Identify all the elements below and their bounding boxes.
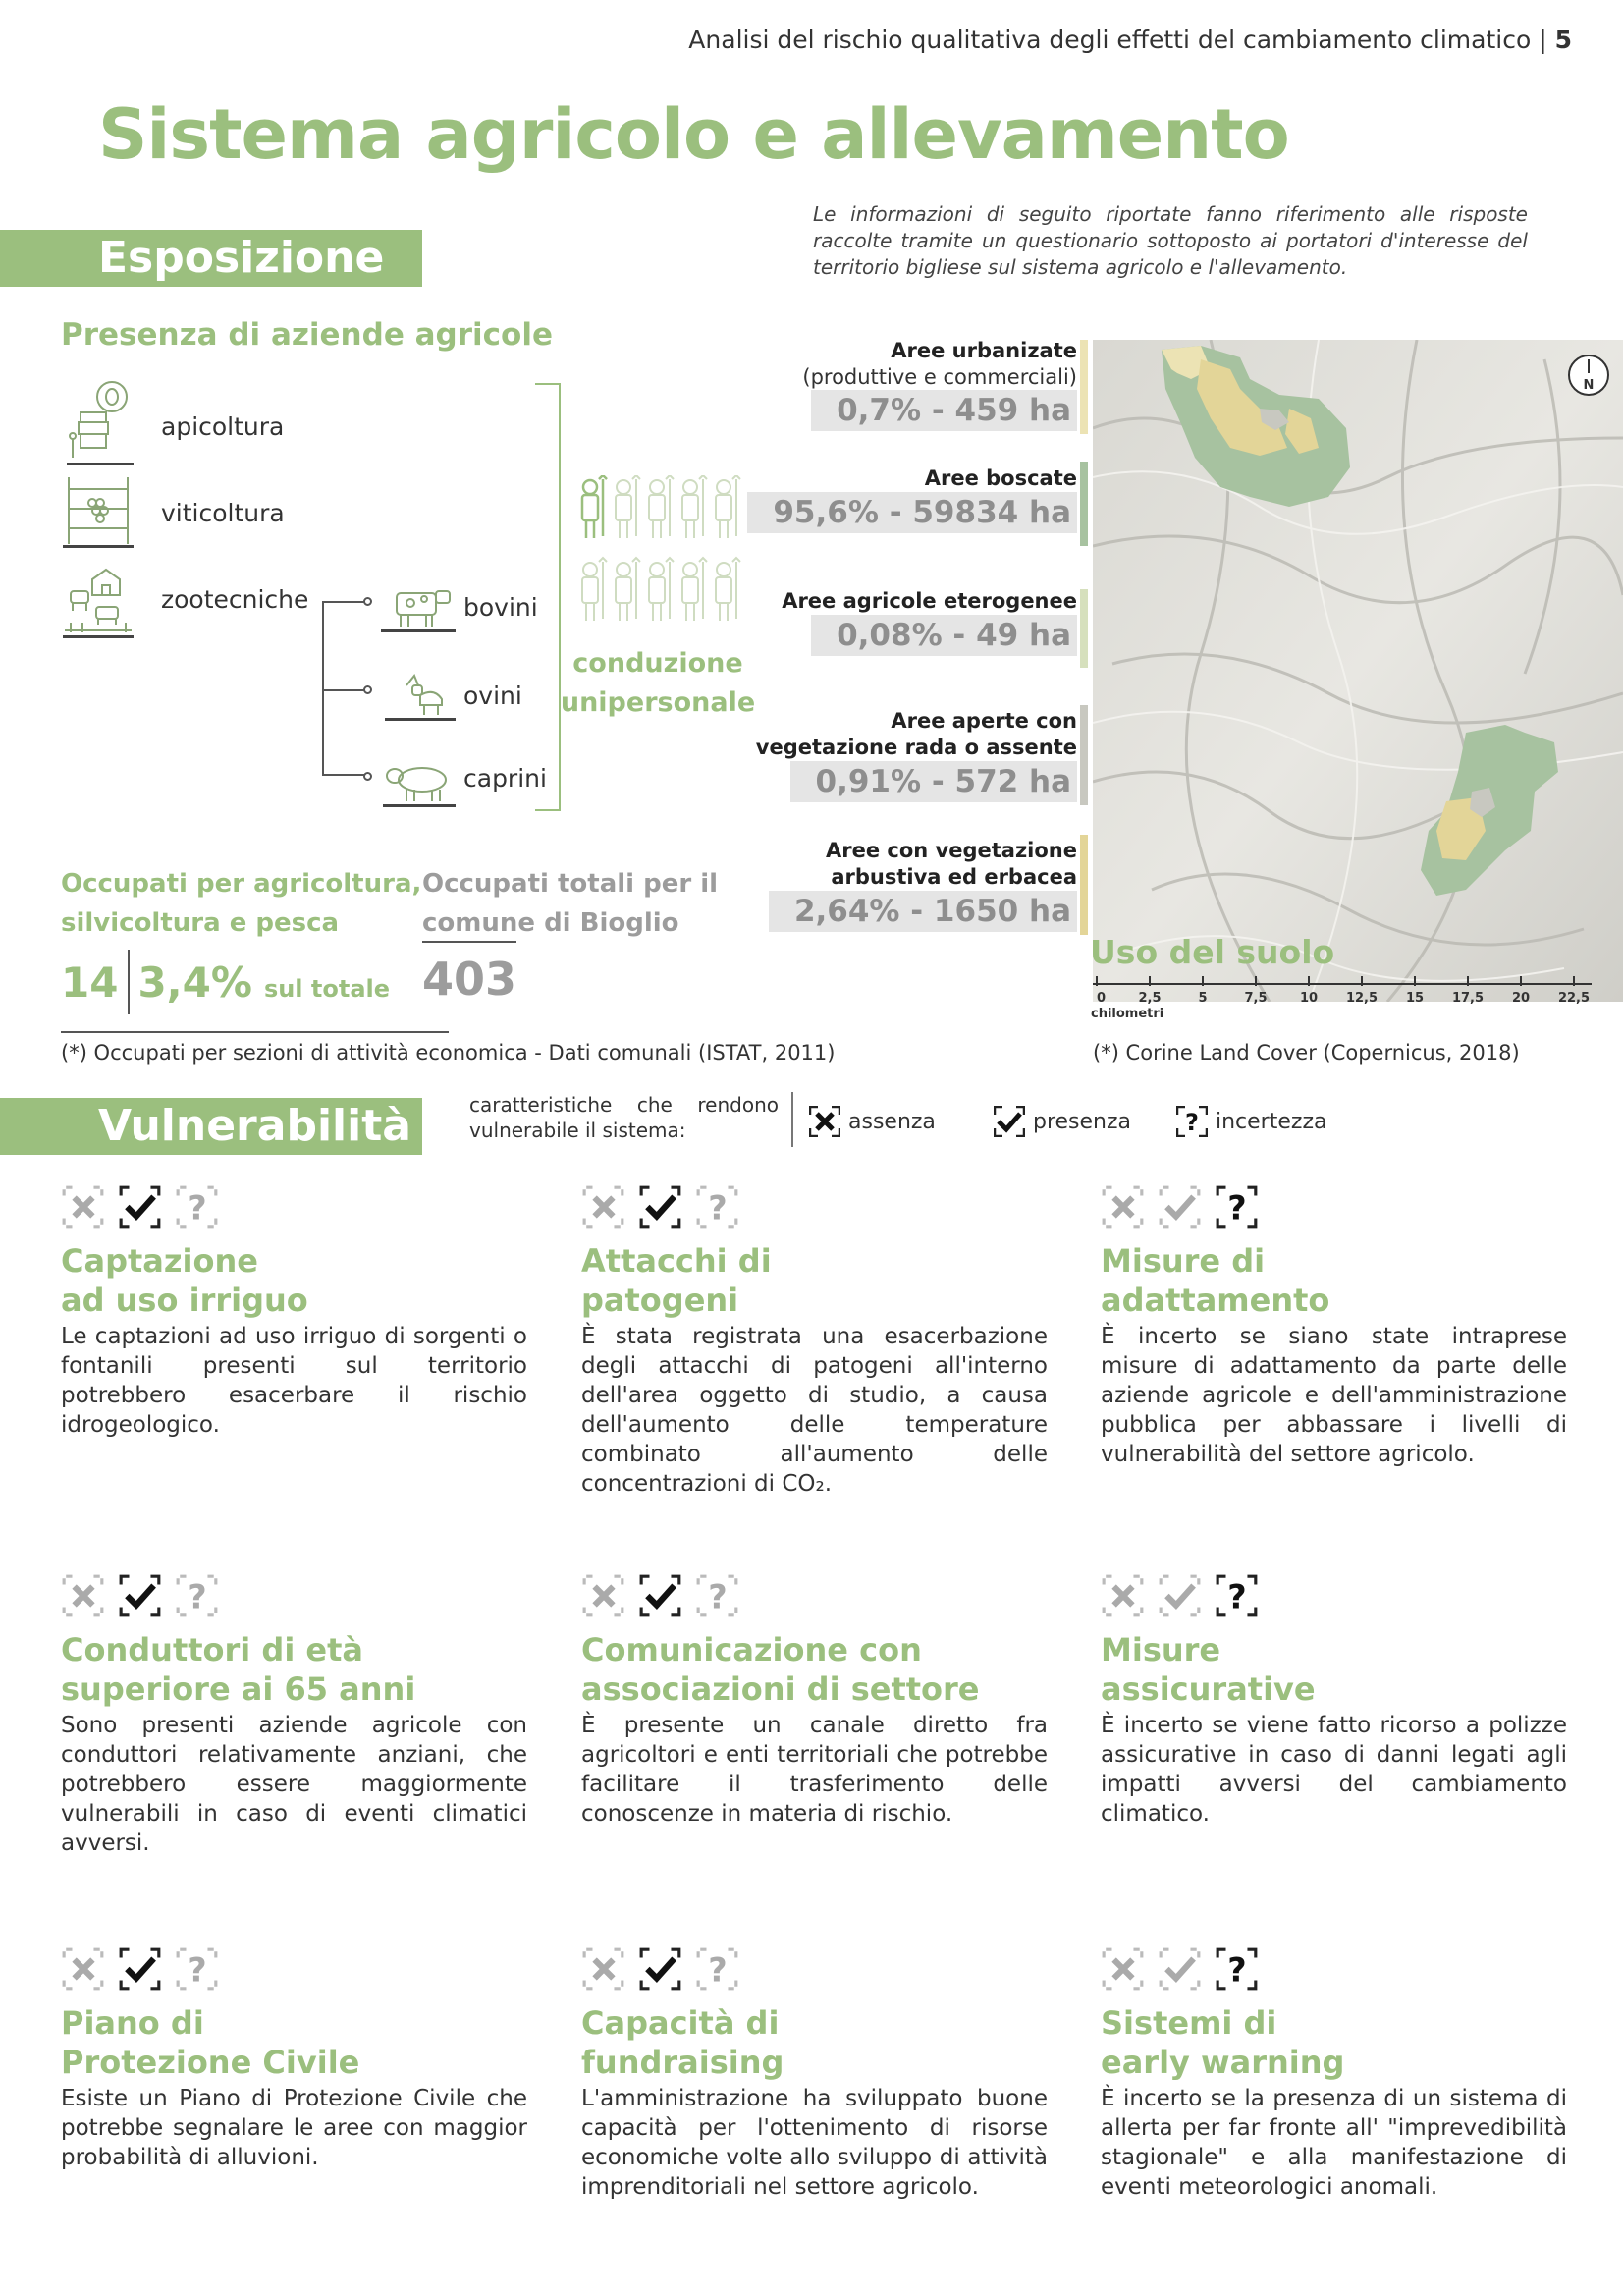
svg-text:?: ? xyxy=(708,1577,728,1616)
card-title xyxy=(581,1241,1048,1320)
legend-label: incertezza xyxy=(1216,1109,1327,1134)
occupati-agricoltura-title xyxy=(61,864,421,943)
landuse-item-urbanizzate xyxy=(802,338,1077,431)
card-title-line1: Misure xyxy=(1101,1631,1221,1668)
activity-label-viticoltura: viticoltura xyxy=(161,499,285,527)
svg-text:?: ? xyxy=(708,1950,728,1990)
legend-incertezza xyxy=(1176,1106,1326,1137)
svg-text:?: ? xyxy=(1227,1577,1247,1616)
vulnerability-card xyxy=(1101,1573,1567,1829)
svg-text:?: ? xyxy=(188,1950,207,1990)
landuse-value: 2,64% - 1650 ha xyxy=(769,891,1077,932)
running-title: Analisi del rischio qualitativa degli effetti del cambiamento climatico | xyxy=(688,26,1547,54)
scale-tick-label: 5 xyxy=(1198,991,1208,1006)
landuse-sublabel: (produttive e commerciali) xyxy=(802,365,1077,389)
legend-label: presenza xyxy=(1033,1109,1132,1134)
swatch-aperte xyxy=(1080,705,1088,805)
presence-icon xyxy=(118,1184,163,1231)
intro-note: Le informazioni di seguito riportate fanno riferimento alle risposte raccolte tramite un questionario sottoposto ai portatori d'interesse del territorio bigliese sul sistema agricolo e l'allevamento. xyxy=(813,202,1528,279)
vulnerability-card xyxy=(581,1946,1048,2202)
tree-connector xyxy=(322,601,367,776)
absence-icon xyxy=(61,1184,106,1231)
legend-label: assenza xyxy=(848,1109,936,1134)
landuse-value: 0,7% - 459 ha xyxy=(811,390,1077,431)
uncertainty-icon xyxy=(1176,1106,1208,1137)
uncertainty-icon xyxy=(695,1946,740,1994)
card-title-line1: Piano di xyxy=(61,2004,204,2042)
landuse-value: 0,08% - 49 ha xyxy=(811,615,1077,656)
occupati-totali-title xyxy=(422,864,718,943)
absence-icon xyxy=(581,1946,626,1994)
card-title-line1: Conduttori di età xyxy=(61,1631,364,1668)
conduzione-label xyxy=(560,644,756,723)
totali-title-line1: Occupati totali per il xyxy=(422,869,719,899)
landuse-value: 95,6% - 59834 ha xyxy=(747,492,1077,533)
uncertainty-icon xyxy=(1215,1946,1260,1994)
landuse-label: Aree con vegetazione xyxy=(826,839,1077,862)
conduzione-line2: unipersonale xyxy=(560,687,756,718)
occupati-percent-suffix: sul totale xyxy=(263,975,391,1003)
card-text: È stata registrata una esacerbazione degli attacchi di patogeni all'interno dell'area oggetto di studio, a causa dell'aumento delle temperature combinato all'aumento delle concentrazioni di CO₂. xyxy=(581,1324,1048,1497)
vineyard-icon xyxy=(63,475,134,548)
scale-tick-label: 15 xyxy=(1405,991,1425,1006)
card-text: Le captazioni ad uso irriguo di sorgenti o fontanili presenti sul territorio potrebbero esacerbare il rischio idrogeologico. xyxy=(61,1324,527,1438)
absence-icon xyxy=(1101,1184,1146,1231)
status-icons xyxy=(1101,1184,1567,1231)
uncertainty-icon xyxy=(695,1573,740,1620)
legend-assenza xyxy=(809,1106,936,1137)
beekeeping-icon xyxy=(67,379,134,465)
status-icons xyxy=(61,1946,527,1994)
card-title-line2: associazioni di settore xyxy=(581,1670,980,1708)
card-title-line2: adattamento xyxy=(1101,1282,1330,1319)
bracket xyxy=(535,383,561,811)
livestock-label-ovini: ovini xyxy=(463,682,522,710)
card-text: È presente un canale diretto fra agricoltori e enti territoriali che potrebbe facilitare il trasferimento delle conoscenze in materia di rischio. xyxy=(581,1713,1048,1827)
card-title-line2: superiore ai 65 anni xyxy=(61,1670,416,1708)
landuse-label-2: arbustiva ed erbacea xyxy=(831,865,1077,889)
card-title-line2: early warning xyxy=(1101,2044,1345,2081)
occupati-title-line1: Occupati per agricoltura, xyxy=(61,869,422,899)
card-title-line1: Comunicazione con xyxy=(581,1631,922,1668)
status-icons xyxy=(1101,1573,1567,1620)
absence-icon xyxy=(581,1573,626,1620)
tree-node-bovini xyxy=(363,597,372,606)
absence-icon xyxy=(809,1106,840,1137)
card-title xyxy=(61,1630,527,1709)
running-header xyxy=(688,26,1572,54)
absence-icon xyxy=(1101,1946,1146,1994)
livestock-label-bovini: bovini xyxy=(463,593,538,622)
occupati-title-line2: silvicoltura e pesca xyxy=(61,908,340,938)
scale-tick-label: 0 xyxy=(1097,991,1107,1006)
legend-presenza xyxy=(994,1106,1131,1137)
tree-node-caprini xyxy=(363,772,372,781)
card-text: Esiste un Piano di Protezione Civile che potrebbe segnalare le aree con maggior probabilità di alluvioni. xyxy=(61,2086,527,2170)
uncertainty-icon xyxy=(175,1946,220,1994)
swatch-arbustiva xyxy=(1080,835,1088,935)
occupati-agricoltura-stat xyxy=(61,949,390,1015)
occupati-rule xyxy=(61,1031,449,1033)
occupati-divider xyxy=(128,950,130,1014)
uncertainty-icon xyxy=(1215,1573,1260,1620)
activity-label-zootecniche: zootecniche xyxy=(161,585,309,614)
landuse-label: Aree urbanizate xyxy=(891,339,1077,362)
status-icons xyxy=(61,1573,527,1620)
svg-text:?: ? xyxy=(1185,1109,1199,1136)
card-title-line1: Capacità di xyxy=(581,2004,780,2042)
uncertainty-icon xyxy=(175,1184,220,1231)
vulnerability-card xyxy=(581,1184,1048,1499)
card-title-line2: fundraising xyxy=(581,2044,784,2081)
land-use-map xyxy=(1093,340,1623,1002)
scale-tick-label: 20 xyxy=(1511,991,1531,1006)
page-number: 5 xyxy=(1554,26,1572,54)
sheep-icon xyxy=(385,672,456,721)
presence-icon xyxy=(1158,1573,1203,1620)
card-title xyxy=(61,1241,527,1320)
scale-tick-label: 22,5 xyxy=(1557,991,1591,1006)
presence-icon xyxy=(118,1946,163,1994)
livestock-label-caprini: caprini xyxy=(463,764,547,793)
map-title: Uso del suolo xyxy=(1090,933,1335,971)
card-text: È incerto se viene fatto ricorso a polizze assicurative in caso di danni legati agli impatti avversi del cambiamento climatico. xyxy=(1101,1713,1567,1827)
section-band-vulnerabilita: Vulnerabilità xyxy=(0,1098,422,1155)
svg-text:?: ? xyxy=(188,1577,207,1616)
compass-label: N xyxy=(1583,378,1595,393)
scale-tick-label: 17,5 xyxy=(1451,991,1485,1006)
svg-text:?: ? xyxy=(1227,1950,1247,1990)
landuse-item-agricole xyxy=(782,588,1077,656)
status-icons xyxy=(1101,1946,1567,1994)
uncertainty-icon xyxy=(695,1184,740,1231)
card-title xyxy=(1101,2003,1567,2082)
livestock-farm-icon xyxy=(63,564,134,638)
vulnerability-card xyxy=(581,1573,1048,1829)
vulnerability-card xyxy=(61,1184,527,1440)
landuse-item-aperte xyxy=(756,708,1077,802)
presence-icon xyxy=(1158,1946,1203,1994)
aziende-title: Presenza di aziende agricole xyxy=(61,317,553,353)
uncertainty-icon xyxy=(175,1573,220,1620)
presence-icon xyxy=(638,1573,683,1620)
legend-description: caratteristiche che rendono vulnerabile il sistema: xyxy=(469,1093,779,1142)
scale-unit: chilometri xyxy=(1091,1007,1164,1021)
card-title-line1: Misure di xyxy=(1101,1242,1266,1280)
card-title-line2: ad uso irriguo xyxy=(61,1282,308,1319)
totali-value: 403 xyxy=(422,953,517,1006)
cow-icon xyxy=(381,583,456,632)
scale-tick-label: 2,5 xyxy=(1138,991,1162,1006)
card-text: Sono presenti aziende agricole con conduttori relativamente anziani, che potrebbero essere maggiormente vulnerabili in caso di eventi climatici avversi. xyxy=(61,1713,527,1856)
card-title-line1: Sistemi di xyxy=(1101,2004,1277,2042)
scale-bar xyxy=(1089,970,1599,1021)
uncertainty-icon xyxy=(1215,1184,1260,1231)
occupati-percent: 3,4% xyxy=(137,957,252,1007)
section-band-esposizione: Esposizione xyxy=(0,230,422,287)
landuse-label: Aree aperte con xyxy=(891,709,1077,733)
status-icons xyxy=(61,1184,527,1231)
swatch-agricole xyxy=(1080,589,1088,668)
vulnerability-card xyxy=(1101,1946,1567,2202)
conduzione-line1: conduzione xyxy=(572,648,743,679)
absence-icon xyxy=(61,1946,106,1994)
page-title: Sistema agricolo e allevamento xyxy=(98,94,1289,175)
vulnerability-card xyxy=(1101,1184,1567,1469)
card-title-line2: patogeni xyxy=(581,1282,739,1319)
card-title-line2: Protezione Civile xyxy=(61,2044,360,2081)
card-text: È incerto se siano state intraprese misure di adattamento da parte delle aziende agricole e dell'amministrazione pubblica per abbassare i livelli di vulnerabilità del settore agricolo. xyxy=(1101,1324,1567,1467)
swatch-urbanizzate xyxy=(1080,340,1088,434)
absence-icon xyxy=(581,1184,626,1231)
card-title-line2: assicurative xyxy=(1101,1670,1316,1708)
landuse-label-2: vegetazione rada o assente xyxy=(755,736,1077,759)
totali-rule xyxy=(422,941,516,943)
landuse-label: Aree agricole eterogenee xyxy=(782,589,1077,613)
presence-icon xyxy=(1158,1184,1203,1231)
card-title xyxy=(1101,1241,1567,1320)
corine-note: (*) Corine Land Cover (Copernicus, 2018) xyxy=(1093,1041,1520,1065)
svg-text:?: ? xyxy=(188,1188,207,1228)
landuse-value: 0,91% - 572 ha xyxy=(790,761,1078,802)
card-title xyxy=(581,1630,1048,1709)
occupati-value: 14 xyxy=(61,957,119,1007)
farmer-icons xyxy=(573,475,746,629)
goat-icon xyxy=(383,758,456,807)
svg-text:?: ? xyxy=(708,1188,728,1228)
absence-icon xyxy=(1101,1573,1146,1620)
svg-text:?: ? xyxy=(1227,1188,1247,1228)
status-icons xyxy=(581,1184,1048,1231)
presence-icon xyxy=(118,1573,163,1620)
absence-icon xyxy=(61,1573,106,1620)
istat-note: (*) Occupati per sezioni di attività economica - Dati comunali (ISTAT, 2011) xyxy=(61,1041,836,1065)
card-title xyxy=(581,2003,1048,2082)
tree-node-ovini xyxy=(363,685,372,694)
landuse-item-boscate xyxy=(747,465,1077,533)
card-title xyxy=(61,2003,527,2082)
tree-connector-mid xyxy=(322,689,367,691)
card-title xyxy=(1101,1630,1567,1709)
scale-tick-label: 10 xyxy=(1299,991,1319,1006)
status-icons xyxy=(581,1946,1048,1994)
vulnerability-card xyxy=(61,1946,527,2172)
landuse-item-arbustiva xyxy=(769,838,1077,932)
landuse-label: Aree boscate xyxy=(924,466,1077,490)
card-title-line1: Captazione xyxy=(61,1242,258,1280)
status-icons xyxy=(581,1573,1048,1620)
legend-separator xyxy=(791,1092,793,1147)
activity-label-apicoltura: apicoltura xyxy=(161,412,285,441)
vulnerability-card xyxy=(61,1573,527,1858)
scale-tick-label: 12,5 xyxy=(1345,991,1379,1006)
card-text: È incerto se la presenza di un sistema di allerta per far fronte all' "imprevedibilità stagionale" e alla manifestazione di eventi meteorologici anomali. xyxy=(1101,2086,1567,2200)
card-title-line1: Attacchi di xyxy=(581,1242,772,1280)
swatch-boscate xyxy=(1080,462,1088,546)
presence-icon xyxy=(994,1106,1025,1137)
scale-tick-label: 7,5 xyxy=(1244,991,1268,1006)
totali-title-line2: comune di Bioglio xyxy=(422,908,679,938)
card-text: L'amministrazione ha sviluppato buone capacità per l'ottenimento di risorse economiche volte allo sviluppo di attività imprenditoriali nel settore agricolo. xyxy=(581,2086,1048,2200)
presence-icon xyxy=(638,1184,683,1231)
presence-icon xyxy=(638,1946,683,1994)
